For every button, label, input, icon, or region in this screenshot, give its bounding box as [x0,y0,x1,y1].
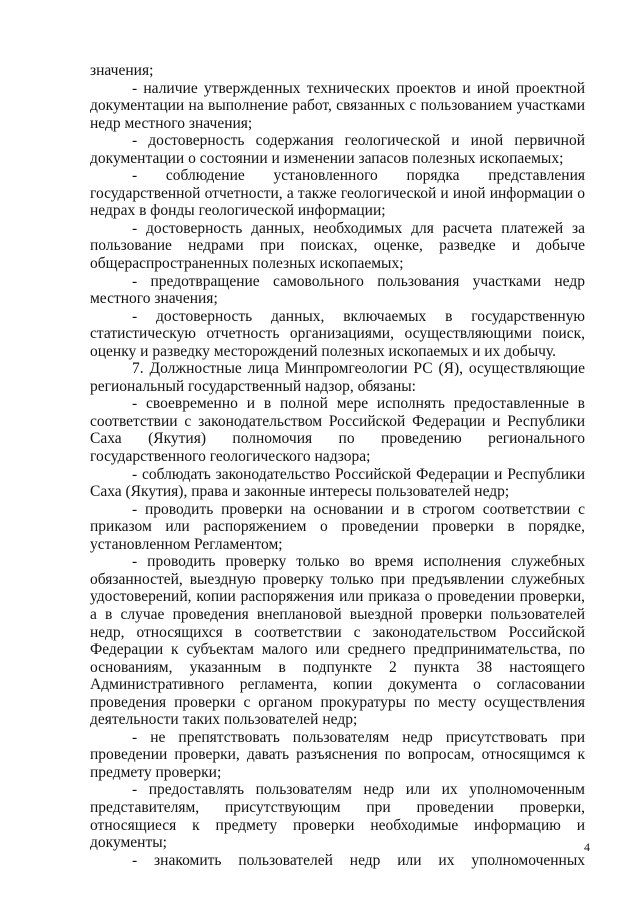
paragraph: - не препятствовать пользователям недр присутствовать при проведении проверки, давать разъяснения по вопросам, относящимся к предмету проверки; [90,728,585,781]
paragraph: - проводить проверку только во время исполнения служебных обязанностей, выездную проверку только при предъявлении служебных удостоверений, копии распоряжения или приказа о проведении проверки, а в случае проведения внеплановой выездной проверки пользователей недр, относящихся в соответствии с законодательством Российской Федерации к субъектам малого или среднего предпринимательства, по основаниям, указанным в подпункте 2 пункта 38 настоящего Административного регламента, копии документа о согласовании проведения проверки с органом прокуратуры по месту осуществления деятельности таких пользователей недр; [90,553,585,729]
paragraph: - соблюдать законодательство Российской Федерации и Республики Саха (Якутия), права и законные интересы пользователей недр; [90,465,585,501]
paragraph: - своевременно и в полной мере исполнять предоставленные в соответствии с законодательством Российской Федерации и Республики Саха (Якутия) полномочия по проведению регионального государственного геологического надзора; [90,395,585,466]
page-number: 4 [584,840,590,854]
paragraph: 7. Должностные лица Минпромгеологии РС (Я), осуществляющие региональный государственный надзор, обязаны: [90,360,585,395]
paragraph: - предотвращение самовольного пользования участками недр местного значения; [90,272,585,308]
paragraph: - проводить проверки на основании и в строгом соответствии с приказом или распоряжением о проведении проверки в порядке, установленном Регламентом; [90,500,585,553]
document-body [90,62,585,869]
paragraph: - знакомить пользователей недр или их уполномоченных [132,851,585,869]
paragraph: - достоверность данных, включаемых в государственную статистическую отчетность организациями, осуществляющими поиск, оценку и разведку месторождений полезных ископаемых и их добычу. [90,307,585,360]
paragraph: - достоверность данных, необходимых для расчета платежей за пользование недрами при поисках, оценке, разведке и добыче общераспространенных полезных ископаемых; [90,219,585,273]
paragraph: - соблюдение установленного порядка представления государственной отчетности, а также геологической и иной информации о недрах в фонды геологической информации; [90,167,585,220]
paragraph: - предоставлять пользователям недр или их уполномоченным представителям, присутствующим при проведении проверки, относящиеся к предмету проверки необходимые информацию и документы; [90,781,585,852]
paragraph: значения; [90,62,154,79]
paragraph: - наличие утвержденных технических проектов и иной проектной документации на выполнение работ, связанных с пользованием участками недр местного значения; [90,79,585,132]
paragraph: - достоверность содержания геологической и иной первичной документации о состоянии и изменении запасов полезных ископаемых; [90,132,585,167]
